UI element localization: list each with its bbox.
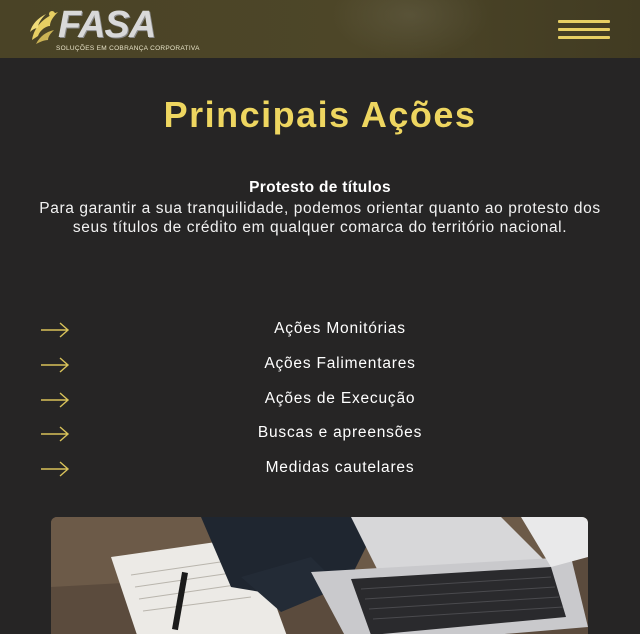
action-label: Buscas e apreensões bbox=[257, 424, 423, 441]
page-title: Principais Ações bbox=[163, 94, 477, 135]
action-label: Medidas cautelares bbox=[265, 459, 415, 476]
business-photo bbox=[51, 517, 588, 634]
menu-bar bbox=[558, 36, 610, 39]
hamburger-menu-icon[interactable] bbox=[558, 20, 610, 40]
intro-section bbox=[0, 178, 640, 237]
header-background-decoration bbox=[330, 0, 490, 58]
list-item-medidas-cautelares[interactable] bbox=[0, 455, 640, 485]
list-item-acoes-falimentares[interactable] bbox=[0, 351, 640, 381]
laptop-documents-illustration bbox=[51, 517, 588, 634]
logo[interactable] bbox=[28, 4, 198, 54]
list-item-acoes-de-execucao[interactable] bbox=[0, 386, 640, 416]
logo-wordmark: FASA bbox=[58, 4, 156, 46]
intro-text: Para garantir a sua tranquilidade, podemos orientar quanto ao protesto dos seus títulos de crédito em qualquer comarca do território nacional. bbox=[39, 200, 601, 236]
intro-title: Protesto de títulos bbox=[249, 179, 391, 196]
action-label: Ações de Execução bbox=[264, 390, 416, 407]
list-item-buscas-e-apreensoes[interactable] bbox=[0, 420, 640, 450]
action-label: Ações Falimentares bbox=[264, 355, 416, 372]
logo-tagline: SOLUÇÕES EM COBRANÇA CORPORATIVA bbox=[56, 45, 200, 52]
action-label: Ações Monitórias bbox=[274, 320, 406, 337]
site-header bbox=[0, 0, 640, 58]
menu-bar bbox=[558, 20, 610, 23]
list-item-acoes-monitorias[interactable] bbox=[0, 316, 640, 346]
menu-bar bbox=[558, 28, 610, 31]
